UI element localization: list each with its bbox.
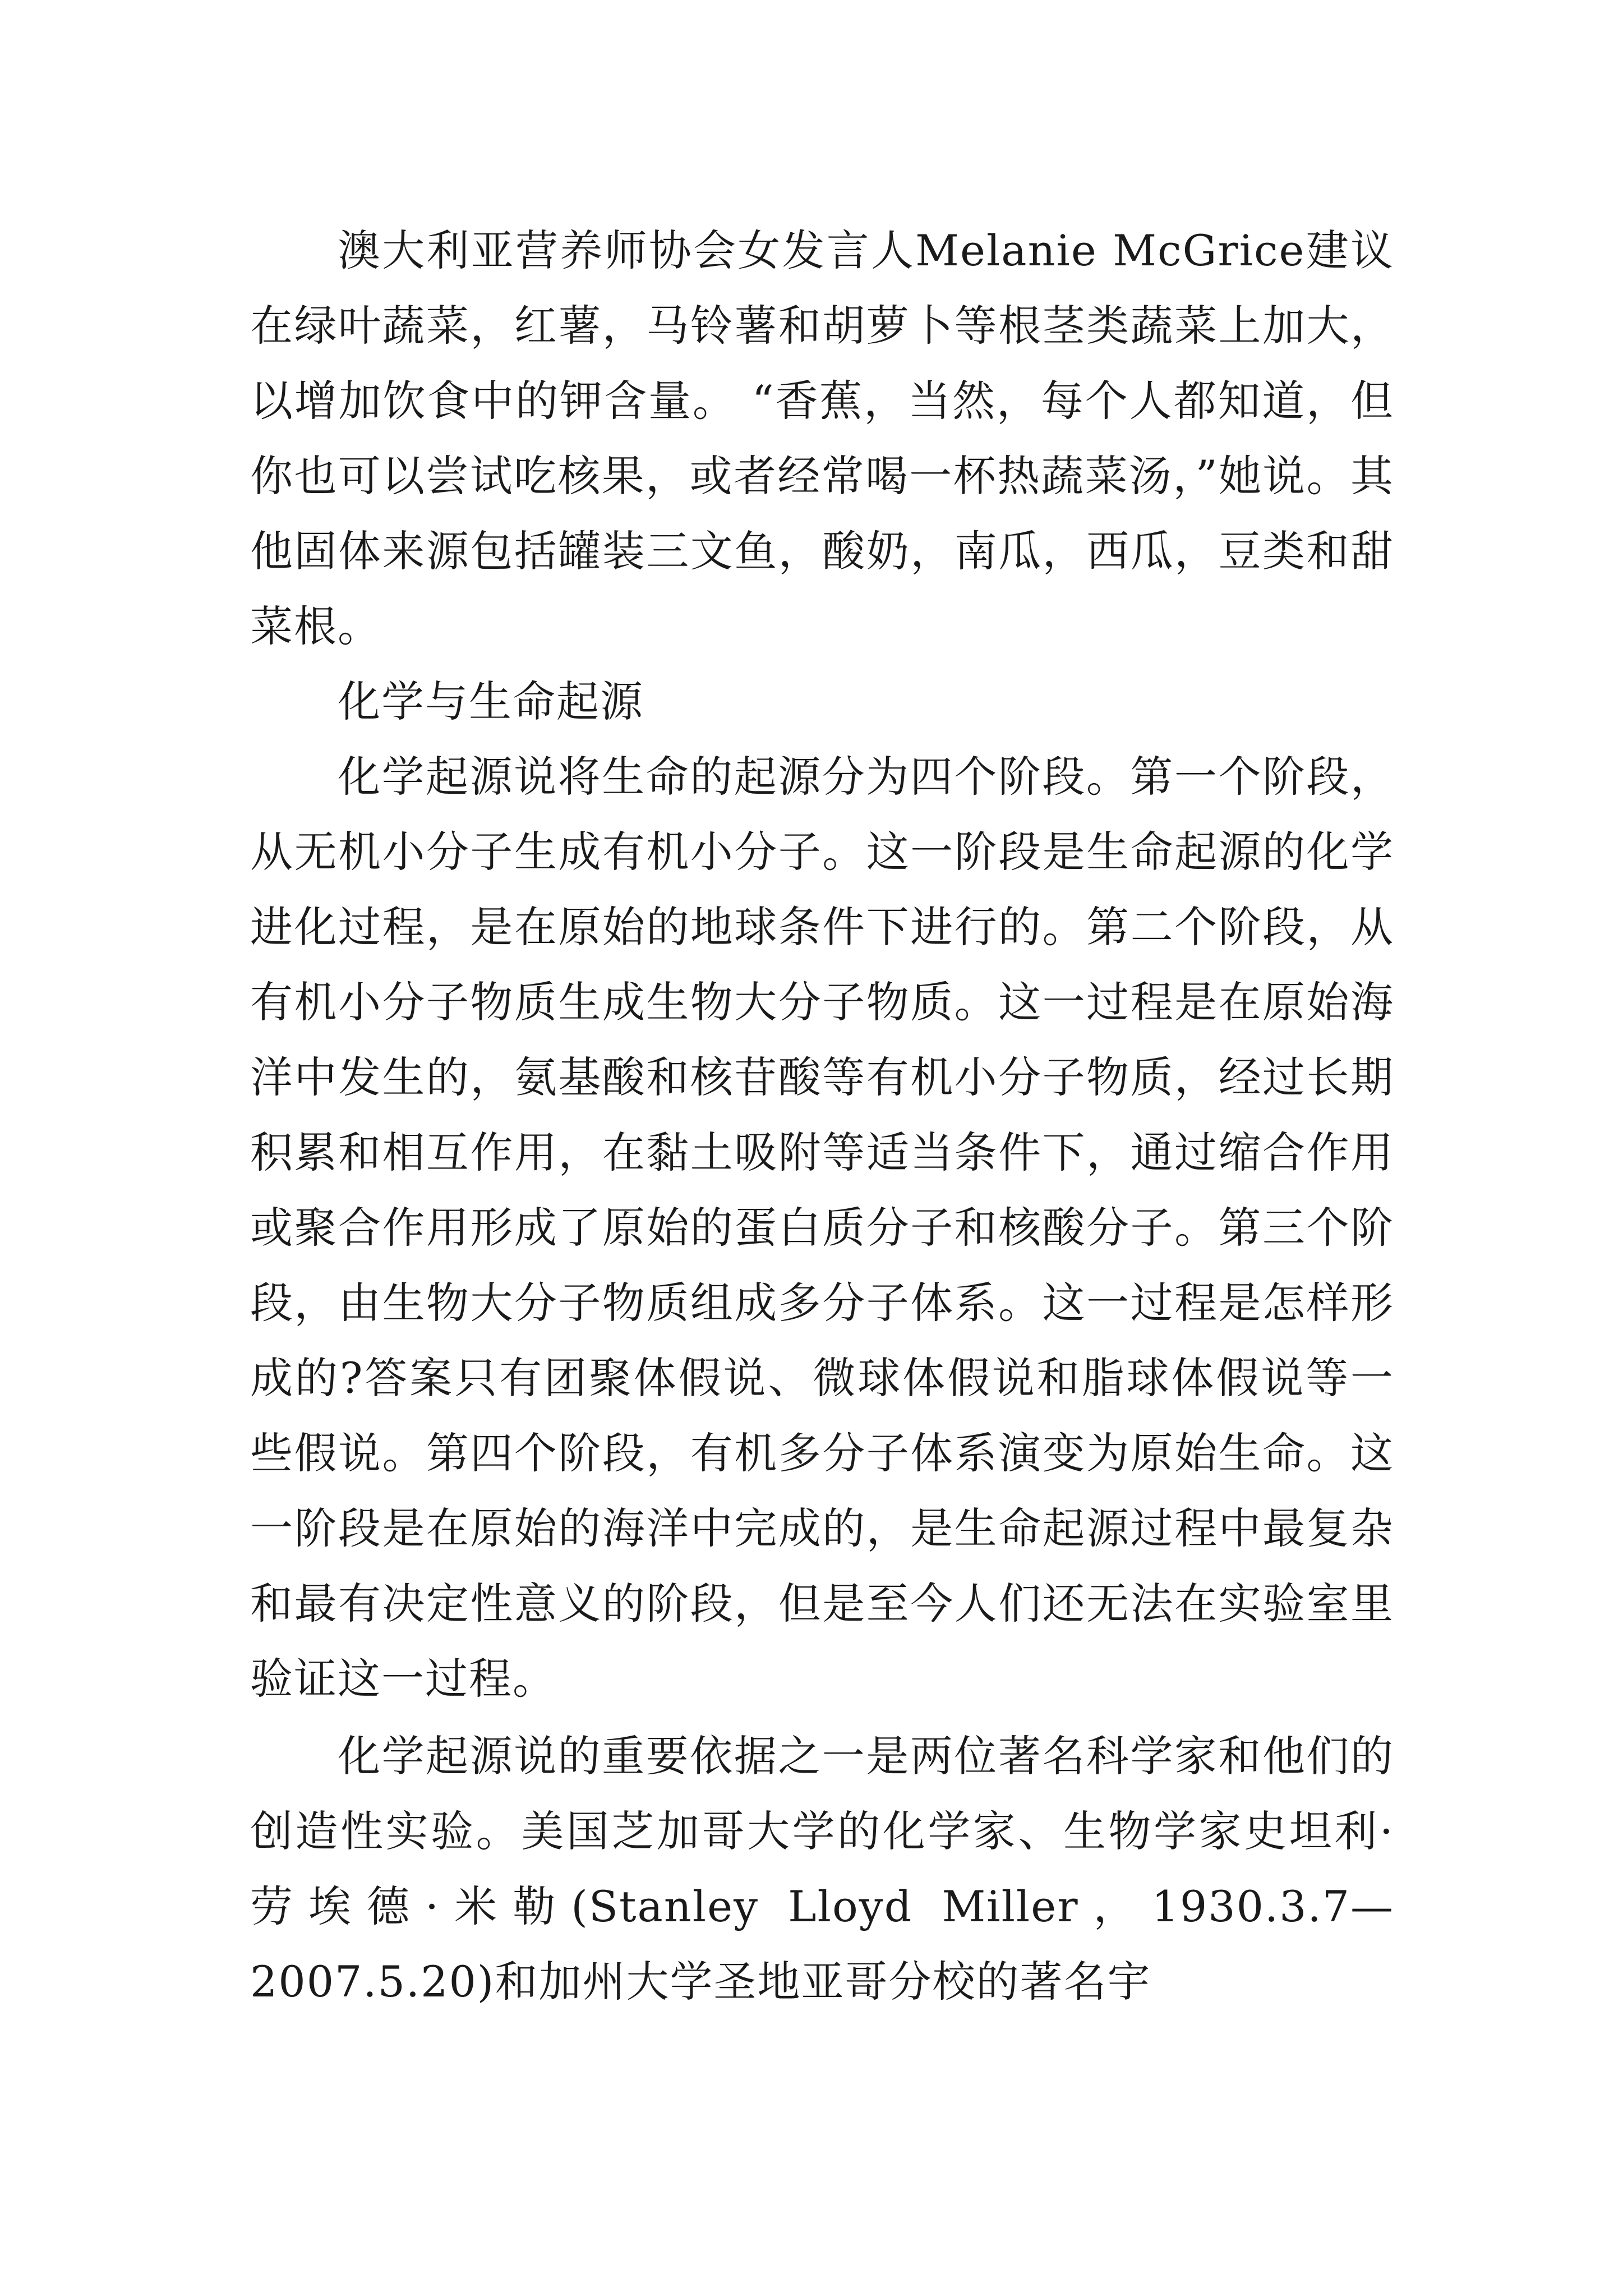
paragraph-potassium: 澳大利亚营养师协会女发言人Melanie McGrice建议在绿叶蔬菜，红薯，马铃薯和胡萝卜等根茎类蔬菜上加大，以增加饮食中的钾含量。 “香蕉，当然，每个人都知道，但你也可以尝试吃核果，或者经常喝一杯热蔬菜汤，”她说。其他固体来源包括罐装三文鱼，酸奶，南瓜，西瓜，豆类和甜菜根。 bbox=[250, 226, 1394, 651]
paragraph-four-stages: 化学起源说将生命的起源分为四个阶段。第一个阶段，从无机小分子生成有机小分子。这一阶段是生命起源的化学进化过程，是在原始的地球条件下进行的。第二个阶段，从有机小分子物质生成生物大分子物质。这一过程是在原始海洋中发生的，氨基酸和核苷酸等有机小分子物质，经过长期积累和相互作用，在黏土吸附等适当条件下，通过缩合作用或聚合作用形成了原始的蛋白质分子和核酸分子。第三个阶段，由生物大分子物质组成多分子体系。这一过程是怎样形成的?答案只有团聚体假说、微球体假说和脂球体假说等一些假说。第四个阶段，有机多分子体系演变为原始生命。这一阶段是在原始的海洋中完成的，是生命起源过程中最复杂和最有决定性意义的阶段，但是至今人们还无法在实验室里验证这一过程。 bbox=[250, 752, 1394, 1704]
text-column bbox=[250, 213, 1394, 2019]
paragraph-miller: 化学起源说的重要依据之一是两位著名科学家和他们的创造性实验。美国芝加哥大学的化学家、生物学家史坦利·劳埃德·米勒(Stanley Lloyd Miller，1930.3.7—2007.5.20)和加州大学圣地亚哥分校的著名宇 bbox=[250, 1731, 1394, 2007]
section-heading: 化学与生命起源 bbox=[338, 677, 644, 726]
